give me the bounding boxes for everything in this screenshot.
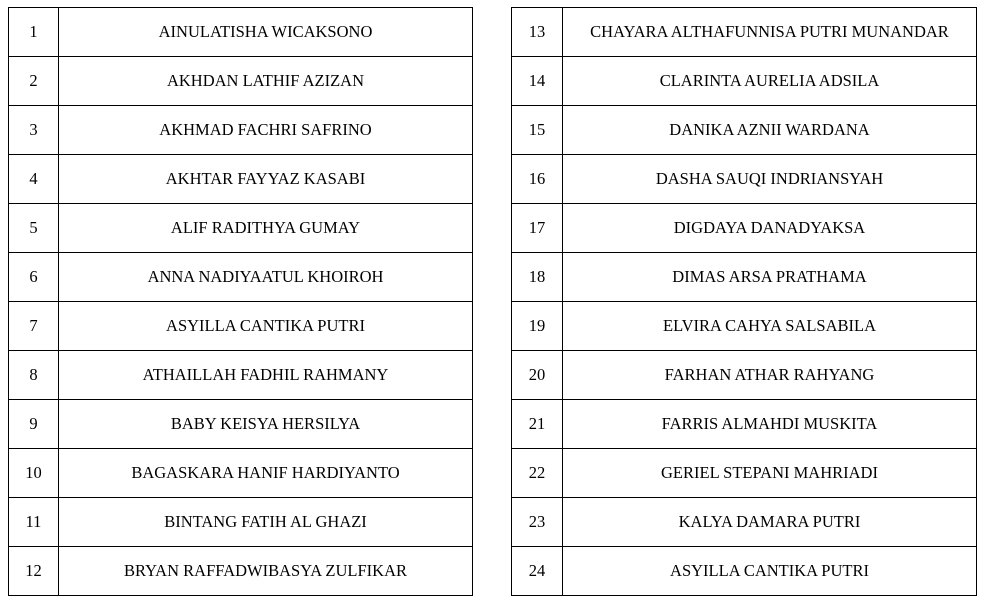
row-number: 11 [9,498,59,547]
table-row [512,400,977,449]
row-number: 17 [512,204,563,253]
table-row [9,302,473,351]
table-row [9,155,473,204]
row-number: 1 [9,8,59,57]
row-number: 12 [9,547,59,596]
student-name: FARRIS ALMAHDI MUSKITA [563,400,977,449]
student-name: ALIF RADITHYA GUMAY [59,204,473,253]
table-row [9,204,473,253]
student-name: ANNA NADIYAATUL KHOIROH [59,253,473,302]
student-name: AKHMAD FACHRI SAFRINO [59,106,473,155]
table-row [512,253,977,302]
table-row [9,449,473,498]
row-number: 21 [512,400,563,449]
student-name: DANIKA AZNII WARDANA [563,106,977,155]
student-name: BINTANG FATIH AL GHAZI [59,498,473,547]
row-number: 6 [9,253,59,302]
table-row [512,547,977,596]
table-row [512,498,977,547]
student-name: BABY KEISYA HERSILYA [59,400,473,449]
table-row [9,57,473,106]
table-row [512,57,977,106]
table-row [9,8,473,57]
row-number: 8 [9,351,59,400]
row-number: 23 [512,498,563,547]
row-number: 20 [512,351,563,400]
row-number: 2 [9,57,59,106]
table-row [512,351,977,400]
row-number: 9 [9,400,59,449]
student-name: ASYILLA CANTIKA PUTRI [563,547,977,596]
table-row [9,547,473,596]
row-number: 3 [9,106,59,155]
row-number: 10 [9,449,59,498]
student-name: ASYILLA CANTIKA PUTRI [59,302,473,351]
row-number: 15 [512,106,563,155]
row-number: 4 [9,155,59,204]
student-name: KALYA DAMARA PUTRI [563,498,977,547]
student-name: DASHA SAUQI INDRIANSYAH [563,155,977,204]
student-table-left [8,7,473,596]
table-row [512,155,977,204]
student-name: AKHTAR FAYYAZ KASABI [59,155,473,204]
table-row [512,302,977,351]
student-name: CLARINTA AURELIA ADSILA [563,57,977,106]
student-name: GERIEL STEPANI MAHRIADI [563,449,977,498]
student-name: AKHDAN LATHIF AZIZAN [59,57,473,106]
student-name: DIMAS ARSA PRATHAMA [563,253,977,302]
table-row [9,253,473,302]
table-row [9,351,473,400]
row-number: 13 [512,8,563,57]
student-name: ELVIRA CAHYA SALSABILA [563,302,977,351]
student-name: CHAYARA ALTHAFUNNISA PUTRI MUNANDAR [563,8,977,57]
table-row [512,8,977,57]
row-number: 19 [512,302,563,351]
student-table-right [511,7,977,596]
student-name: BAGASKARA HANIF HARDIYANTO [59,449,473,498]
student-name: DIGDAYA DANADYAKSA [563,204,977,253]
row-number: 18 [512,253,563,302]
student-name: BRYAN RAFFADWIBASYA ZULFIKAR [59,547,473,596]
row-number: 22 [512,449,563,498]
student-name: AINULATISHA WICAKSONO [59,8,473,57]
table-row [9,498,473,547]
table-row [512,106,977,155]
student-name: ATHAILLAH FADHIL RAHMANY [59,351,473,400]
table-row [9,106,473,155]
row-number: 24 [512,547,563,596]
row-number: 5 [9,204,59,253]
student-name: FARHAN ATHAR RAHYANG [563,351,977,400]
table-row [512,204,977,253]
table-row [512,449,977,498]
table-row [9,400,473,449]
row-number: 16 [512,155,563,204]
row-number: 14 [512,57,563,106]
row-number: 7 [9,302,59,351]
